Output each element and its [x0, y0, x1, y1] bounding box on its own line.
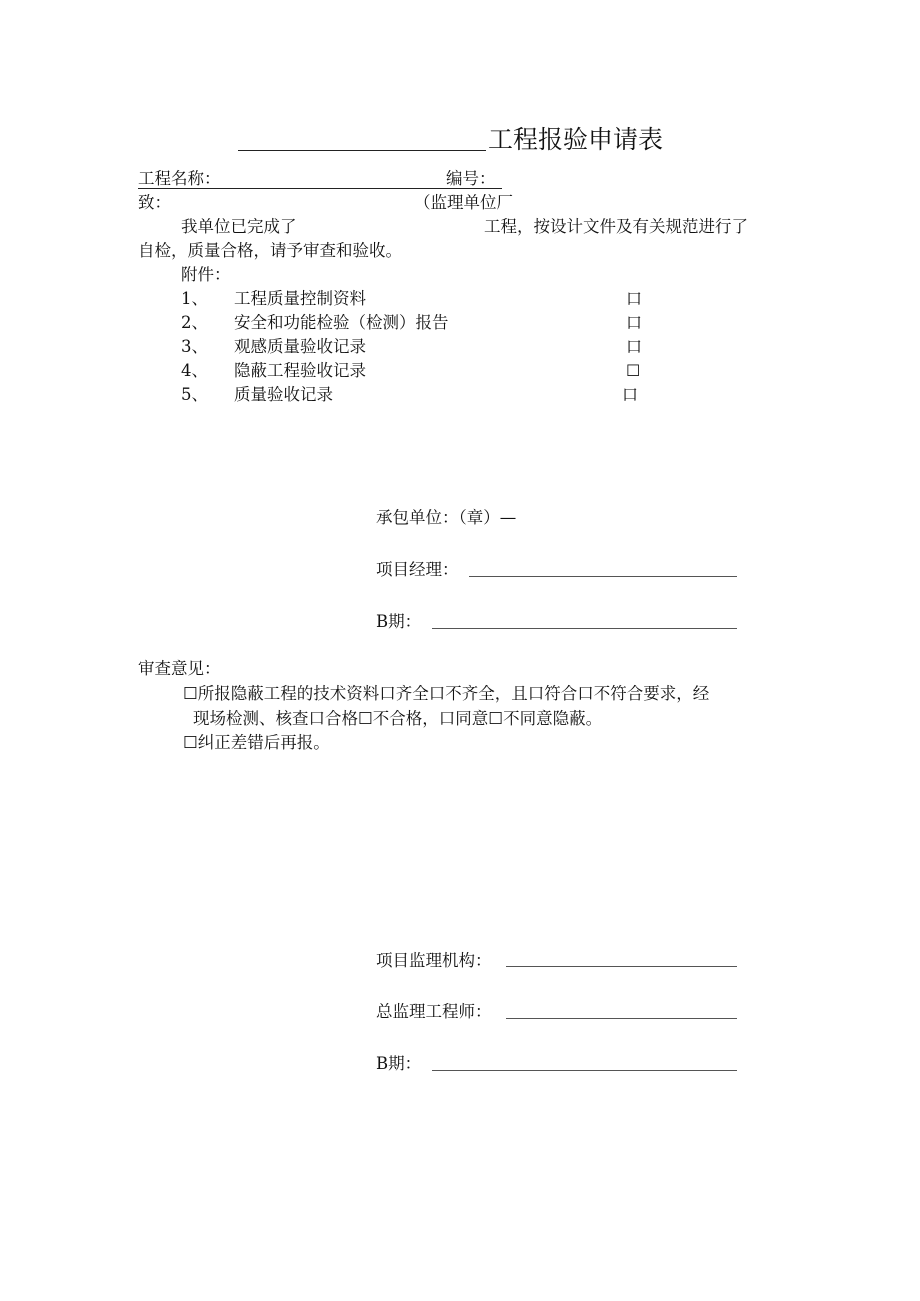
- attachment-checkbox[interactable]: ☐: [626, 361, 641, 380]
- completed-text-b: 工程，按设计文件及有关规范进行了: [484, 217, 748, 236]
- attachment-num: 4、: [181, 361, 208, 380]
- title-blank-line: [238, 150, 486, 151]
- contractor-date-label: B期：: [376, 612, 422, 631]
- completed-text-a: 我单位已完成了: [181, 217, 297, 236]
- attachment-num: 3、: [181, 337, 208, 356]
- attachment-label: 观感质量验收记录: [234, 337, 366, 356]
- review-line-3: ☐纠正差错后再报。: [183, 733, 330, 752]
- attachment-num: 1、: [181, 289, 208, 308]
- attachment-checkbox[interactable]: 口: [622, 385, 639, 404]
- attachment-checkbox[interactable]: 口: [626, 289, 643, 308]
- attachment-checkbox[interactable]: 口: [626, 337, 643, 356]
- attachment-label: 安全和功能检验（检测）报告: [234, 313, 449, 332]
- attachment-label: 质量验收记录: [234, 385, 333, 404]
- project-manager-line[interactable]: [469, 576, 737, 577]
- supervision-org-line[interactable]: [506, 966, 737, 967]
- attachment-num: 5、: [181, 385, 208, 404]
- review-line-2: 现场检测、核查口合格☐不合格，口同意☐不同意隐蔽。: [193, 709, 603, 728]
- supervision-date-label: B期：: [376, 1054, 422, 1073]
- chief-engineer-line[interactable]: [506, 1018, 737, 1019]
- contractor-date-line[interactable]: [432, 628, 737, 629]
- project-name-row: [138, 168, 502, 189]
- chief-engineer-label: 总监理工程师：: [376, 1002, 492, 1021]
- review-label: 审查意见：: [138, 659, 221, 678]
- attachment-num: 2、: [181, 313, 208, 332]
- attachment-label: 隐蔽工程验收记录: [234, 361, 366, 380]
- supervisor-label: （监理单位厂: [414, 193, 513, 212]
- attachment-checkbox[interactable]: 口: [626, 313, 643, 332]
- to-label: 致：: [138, 193, 171, 212]
- page-title: 工程报验申请表: [488, 125, 664, 154]
- self-check-text: 自检，质量合格，请予审查和验收。: [138, 241, 402, 260]
- number-label: 编号：: [446, 169, 496, 188]
- project-name-label: 工程名称：: [138, 169, 221, 188]
- review-line-1: ☐所报隐蔽工程的技术资料口齐全口不齐全，且口符合口不符合要求，经: [183, 684, 710, 703]
- attachments-label: 附件：: [181, 265, 231, 284]
- project-manager-label: 项目经理：: [376, 560, 459, 579]
- contractor-unit-label: 承包单位：（章）—: [376, 508, 517, 527]
- supervision-org-label: 项目监理机构：: [376, 951, 492, 970]
- attachment-label: 工程质量控制资料: [234, 289, 366, 308]
- supervision-date-line[interactable]: [432, 1070, 737, 1071]
